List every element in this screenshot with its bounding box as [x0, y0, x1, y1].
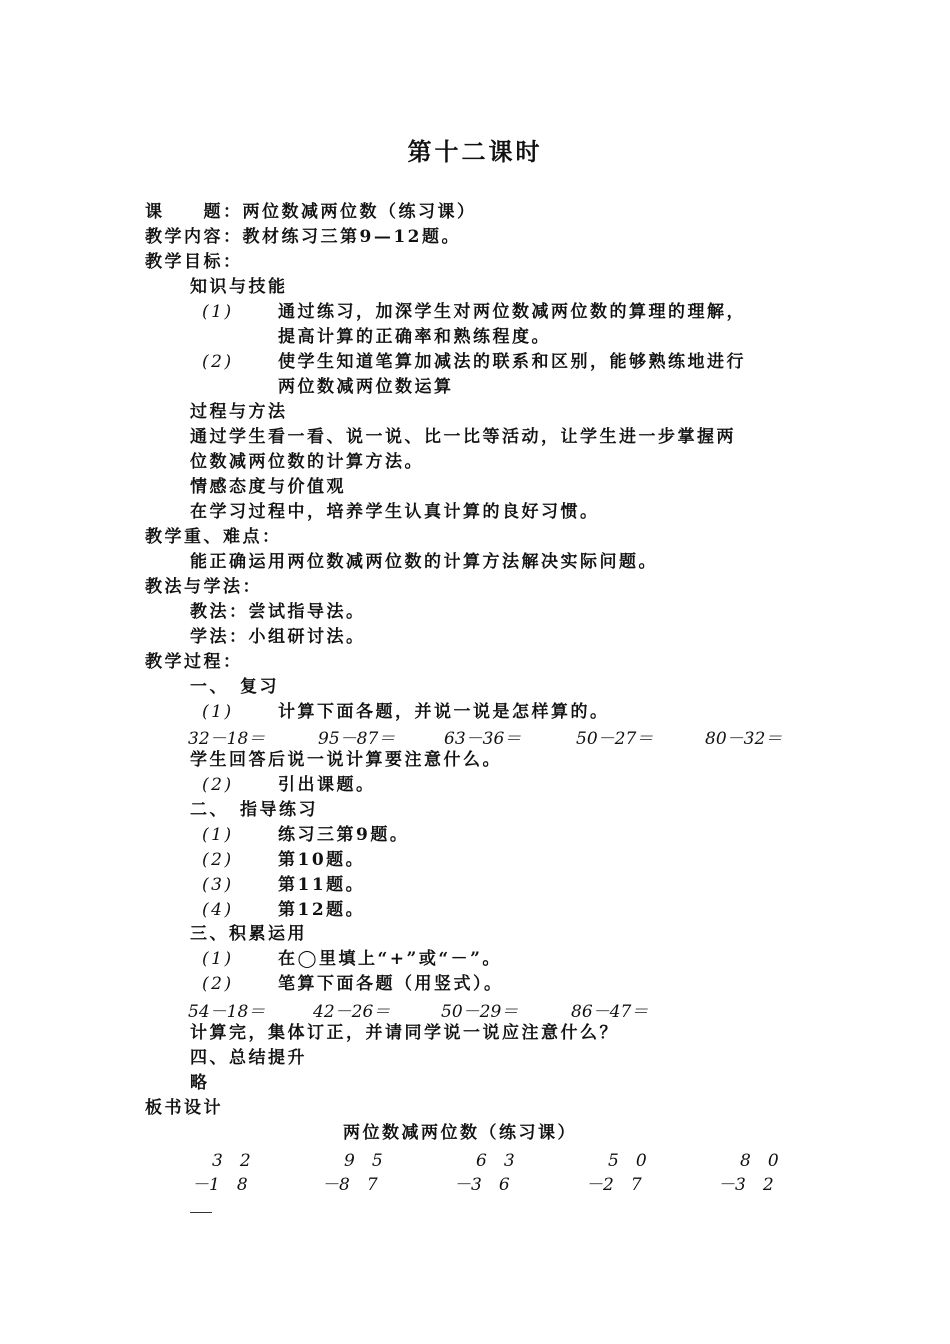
vertical-calc-rule — [190, 1212, 212, 1213]
section2-item-number: (2) — [202, 850, 234, 870]
section3-item2-text: 笔算下面各题（用竖式）。 — [278, 974, 504, 994]
section3-title: 三、积累运用 — [190, 924, 307, 944]
board-minuend: 8 0 — [740, 1151, 779, 1171]
lesson-title: 第十二课时 — [407, 137, 543, 166]
section1-item2-number: (2) — [202, 775, 234, 795]
section3-item1-text: 在◯里填上“+”或“－”。 — [278, 949, 502, 969]
board-subtrahend: －3 6 — [454, 1175, 510, 1195]
board-subtrahend: －2 7 — [586, 1175, 642, 1195]
section1-title: 一、 复习 — [190, 677, 279, 697]
board-subtrahend: －1 8 — [192, 1175, 248, 1195]
review-expr: 63－36＝ — [444, 729, 522, 749]
section1-item2-text: 引出课题。 — [278, 775, 376, 795]
section3-item2-number: (2) — [202, 974, 234, 994]
key-text: 能正确运用两位数减两位数的计算方法解决实际问题。 — [190, 552, 658, 572]
section2-item-text: 练习三第9题。 — [278, 825, 410, 845]
section1-item1-number: (1) — [202, 702, 234, 722]
section3-item1-number: (1) — [202, 949, 234, 969]
key-label: 教学重、难点： — [145, 527, 282, 547]
goal2-number: (2) — [202, 352, 234, 372]
learn-method: 学法：小组研讨法。 — [190, 627, 366, 647]
section2-item-number: (1) — [202, 825, 234, 845]
practice-expr: 86－47＝ — [571, 1002, 649, 1022]
practice-after: 计算完，集体订正，并请同学说一说应注意什么？ — [190, 1023, 619, 1043]
board-label: 板书设计 — [145, 1098, 223, 1118]
review-expr: 95－87＝ — [318, 729, 396, 749]
section2-title: 二、 指导练习 — [190, 800, 318, 820]
board-subtrahend: －8 7 — [322, 1175, 378, 1195]
review-after: 学生回答后说一说计算要注意什么。 — [190, 750, 502, 770]
review-expr: 50－27＝ — [576, 729, 654, 749]
goal1-text-a: 通过练习，加深学生对两位数减两位数的算理的理解， — [278, 302, 746, 322]
board-subtrahend: －3 2 — [718, 1175, 774, 1195]
emotion-label: 情感态度与价值观 — [190, 477, 346, 497]
section4-title: 四、总结提升 — [190, 1048, 307, 1068]
review-expr: 80－32＝ — [705, 729, 783, 749]
topic-line: 课 题：两位数减两位数（练习课） — [145, 202, 477, 222]
process-text-a: 通过学生看一看、说一说、比一比等活动，让学生进一步掌握两 — [190, 427, 736, 447]
goal1-text-b: 提高计算的正确率和熟练程度。 — [278, 327, 551, 347]
section2-item-text: 第10题。 — [278, 850, 366, 870]
emotion-text: 在学习过程中，培养学生认真计算的良好习惯。 — [190, 502, 600, 522]
board-minuend: 9 5 — [344, 1151, 383, 1171]
section2-item-number: (3) — [202, 875, 234, 895]
review-expr: 32－18＝ — [188, 729, 266, 749]
content-line: 教学内容：教材练习三第9—12题。 — [145, 227, 461, 247]
process-label: 过程与方法 — [190, 402, 288, 422]
method-label: 教法与学法： — [145, 577, 262, 597]
goals-label: 教学目标： — [145, 252, 243, 272]
board-title: 两位数减两位数（练习课） — [343, 1123, 577, 1143]
board-minuend: 3 2 — [212, 1151, 251, 1171]
goal2-text-b: 两位数减两位数运算 — [278, 377, 454, 397]
knowledge-label: 知识与技能 — [190, 277, 288, 297]
section2-item-text: 第11题。 — [278, 875, 366, 895]
process-section-label: 教学过程： — [145, 652, 243, 672]
practice-expr: 50－29＝ — [441, 1002, 519, 1022]
process-text-b: 位数减两位数的计算方法。 — [190, 452, 424, 472]
section2-item-text: 第12题。 — [278, 900, 366, 920]
board-minuend: 6 3 — [476, 1151, 515, 1171]
section2-item-number: (4) — [202, 900, 234, 920]
teach-method: 教法：尝试指导法。 — [190, 602, 366, 622]
board-minuend: 5 0 — [608, 1151, 647, 1171]
goal2-text-a: 使学生知道笔算加减法的联系和区别，能够熟练地进行 — [278, 352, 746, 372]
section1-item1-text: 计算下面各题，并说一说是怎样算的。 — [278, 702, 610, 722]
practice-expr: 54－18＝ — [188, 1002, 266, 1022]
section4-text: 略 — [190, 1073, 210, 1093]
practice-expr: 42－26＝ — [313, 1002, 391, 1022]
goal1-number: (1) — [202, 302, 234, 322]
